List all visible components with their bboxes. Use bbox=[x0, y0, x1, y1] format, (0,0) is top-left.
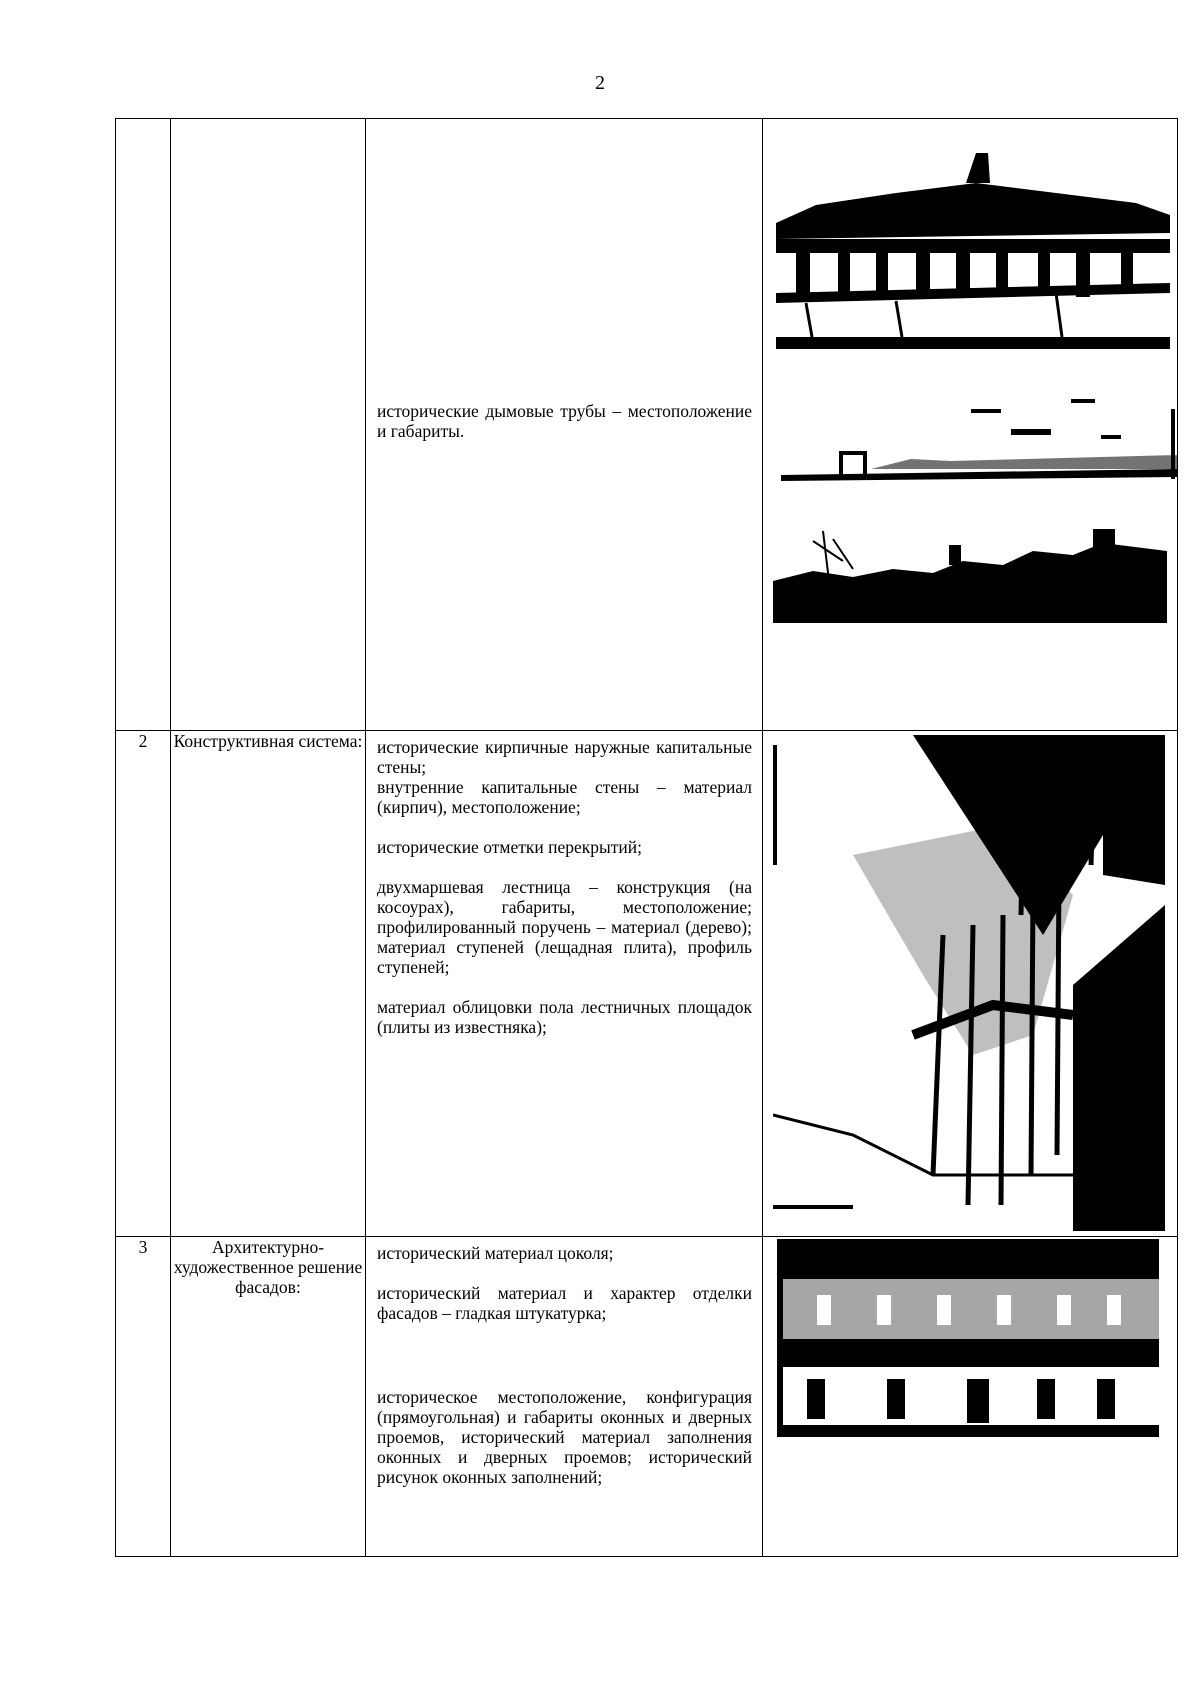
table-row bbox=[116, 119, 1178, 731]
description-paragraph: историческое местоположение, конфигурация (прямоугольная) и габариты оконных и дверных проемов, исторический материал заполнения оконных и дверных проемов; исторический рисунок оконных заполнений; bbox=[377, 1387, 752, 1487]
building-photo bbox=[776, 143, 1170, 349]
protection-subject-table bbox=[115, 118, 1178, 1557]
description-paragraph: исторические отметки перекрытий; bbox=[377, 837, 642, 857]
table-row bbox=[116, 731, 1178, 1237]
description-paragraph: исторические дымовые трубы – местоположение и габариты. bbox=[377, 401, 752, 441]
row-description bbox=[366, 1237, 763, 1557]
row-description bbox=[366, 731, 763, 1237]
description-paragraph: внутренние капитальные стены – материал (кирпич), местоположение; bbox=[377, 777, 752, 817]
photo-cell bbox=[763, 1237, 1178, 1557]
row-number: 2 bbox=[116, 731, 171, 1237]
row-number: 3 bbox=[116, 1237, 171, 1557]
staircase-photo bbox=[773, 735, 1165, 1231]
facade-photo bbox=[777, 1239, 1159, 1437]
chimneys-skyline-photo bbox=[773, 521, 1167, 623]
table-row bbox=[116, 1237, 1178, 1557]
photo-cell bbox=[763, 731, 1178, 1237]
description-paragraph: материал облицовки пола лестничных площадок (плиты из известняка); bbox=[377, 997, 752, 1037]
description-paragraph: двухмаршевая лестница – конструкция (на косоурах), габариты, местоположение; профилированный поручень – материал (дерево); материал ступеней (лещадная плита), профиль ступеней; bbox=[377, 877, 752, 977]
row-category: Конструктивная система: bbox=[171, 731, 366, 1237]
description-paragraph: исторические кирпичные наружные капитальные стены; bbox=[377, 737, 752, 777]
description-paragraph: исторический материал и характер отделки фасадов – гладкая штукатурка; bbox=[377, 1283, 752, 1323]
row-category: Архитектурно-художественное решение фасадов: bbox=[171, 1237, 366, 1557]
description-paragraph: исторический материал цоколя; bbox=[377, 1243, 614, 1263]
row-category bbox=[171, 119, 366, 731]
photo-cell bbox=[763, 119, 1178, 731]
rooftop-chimney-photo bbox=[771, 389, 1177, 501]
page-number: 2 bbox=[595, 72, 605, 94]
row-description bbox=[366, 119, 763, 731]
row-number bbox=[116, 119, 171, 731]
